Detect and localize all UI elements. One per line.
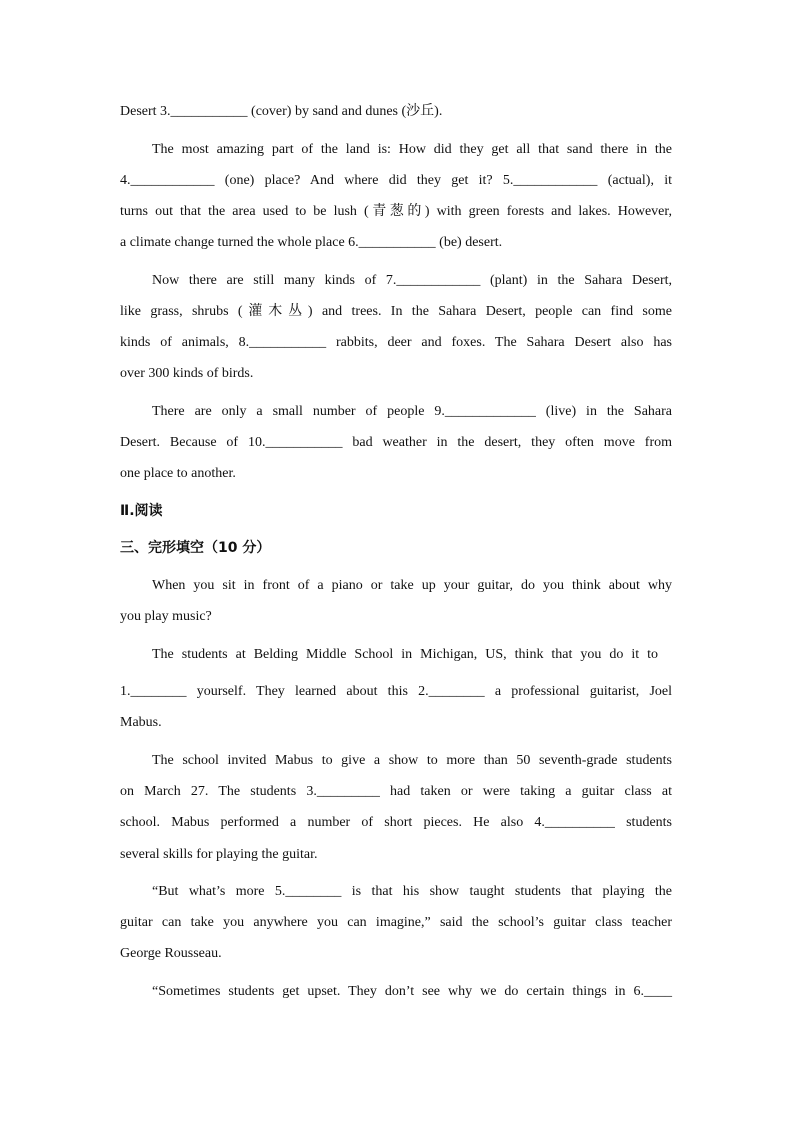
section-heading-cloze: 三、完形填空（10 分） xyxy=(120,540,271,556)
text-line-22: “But what’s more 5.________ is that his show taught students that playing the xyxy=(152,884,672,899)
text-line-19: on March 27. The students 3._________ had taken or were taking a guitar class at xyxy=(120,784,672,799)
text-line-21: several skills for playing the guitar. xyxy=(120,847,318,862)
text-line-10: There are only a small number of people 9._____________ (live) in the Sahara xyxy=(152,404,672,419)
text-line-24: George Rousseau. xyxy=(120,946,222,961)
text-line-23: guitar can take you anywhere you can imagine,” said the school’s guitar class teacher xyxy=(120,915,672,930)
text-line-16: 1.________ yourself. They learned about this 2.________ a professional guitarist, Joel xyxy=(120,684,672,699)
text-line-18: The school invited Mabus to give a show to more than 50 seventh-grade students xyxy=(152,753,672,768)
text-line-6: Now there are still many kinds of 7.____________ (plant) in the Sahara Desert, xyxy=(152,273,672,288)
section-heading-reading: Ⅱ.阅读 xyxy=(120,503,163,519)
text-line-14: you play music? xyxy=(120,609,212,624)
text-line-1: Desert 3.___________ (cover) by sand and dunes (沙丘). xyxy=(120,104,443,119)
text-line-9: over 300 kinds of birds. xyxy=(120,366,254,381)
text-line-13: When you sit in front of a piano or take up your guitar, do you think about why xyxy=(152,578,672,593)
text-line-4: turns out that the area used to be lush (青葱的) with green forests and lakes. However, xyxy=(120,204,672,219)
text-line-2: The most amazing part of the land is: How did they get all that sand there in the xyxy=(152,142,672,157)
text-line-8: kinds of animals, 8.___________ rabbits, deer and foxes. The Sahara Desert also has xyxy=(120,335,672,350)
text-line-3: 4.____________ (one) place? And where did they get it? 5.____________ (actual), it xyxy=(120,173,672,188)
text-line-11: Desert. Because of 10.___________ bad weather in the desert, they often move from xyxy=(120,435,672,450)
text-line-7: like grass, shrubs (灌木丛) and trees. In the Sahara Desert, people can find some xyxy=(120,304,672,319)
text-line-5: a climate change turned the whole place 6.___________ (be) desert. xyxy=(120,235,503,250)
text-line-15: The students at Belding Middle School in Michigan, US, think that you do it to xyxy=(152,647,658,662)
text-line-25: “Sometimes students get upset. They don’t see why we do certain things in 6.____ xyxy=(152,984,672,999)
text-line-20: school. Mabus performed a number of short pieces. He also 4.__________ students xyxy=(120,815,672,830)
text-line-12: one place to another. xyxy=(120,466,236,481)
text-line-17: Mabus. xyxy=(120,715,162,730)
